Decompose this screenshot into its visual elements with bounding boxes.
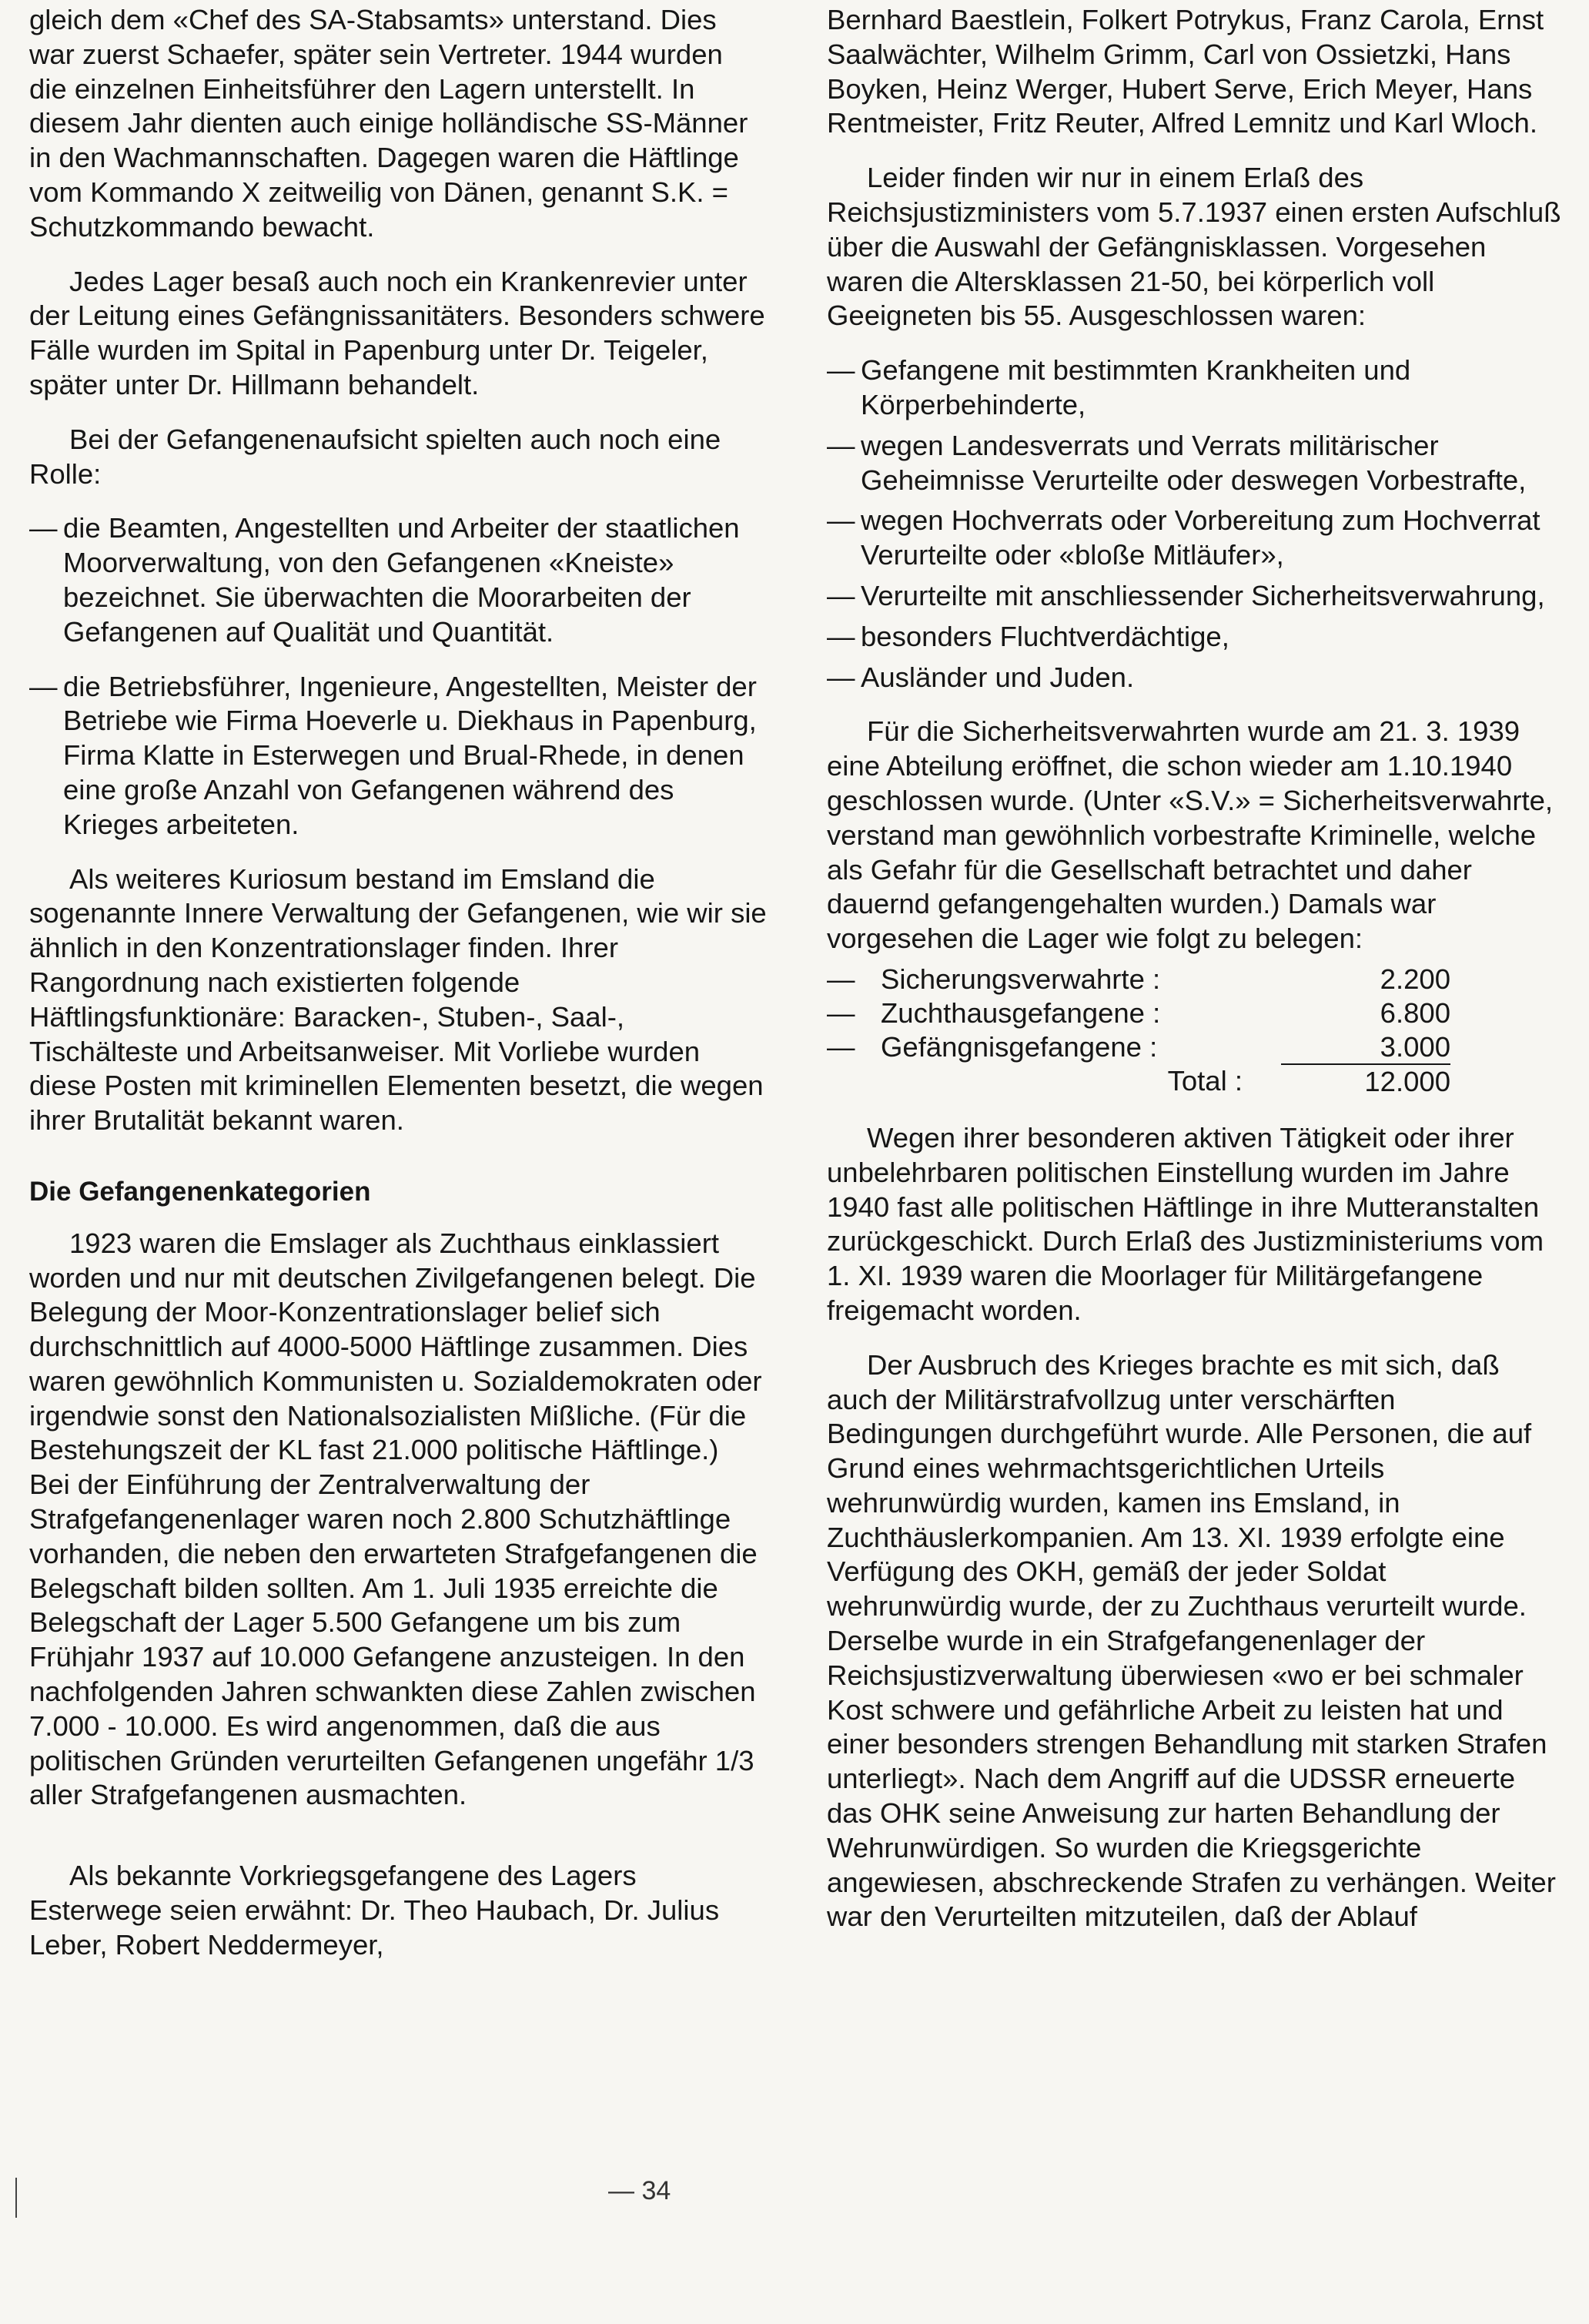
exclusion-list [827,353,1566,695]
dash-marker: — [827,1030,855,1063]
list-item-text: besonders Fluchtverdächtige, [861,620,1229,652]
paragraph: Leider finden wir nur in einem Erlaß des Reichsjustizministers vom 5.7.1937 einen ersten Aufschluß über die Auswahl der Gefängnisklassen. Vorgesehen waren die Altersklassen 21-50, bei körperlich voll Geeigneten bis 55. Ausgeschlossen waren: [827,162,1561,332]
paragraph: Als weiteres Kuriosum bestand im Emsland die sogenannte Innere Verwaltung der Gefangenen, wie wir sie ähnlich in den Konzentrationslager finden. Ihrer Rangordnung nach existierten folgende Häftlingsfunktionäre: Baracken-, Stuben-, Saal-, Tischälteste und Arbeitsanweiser. Mit Vorliebe wurden diese Posten mit kriminellen Elementen besetzt, die wegen ihrer Brutalität bekannt waren. [29,862,767,1137]
list-item [827,661,1566,695]
dash-marker: — [827,996,855,1029]
list-item-text: die Betriebsführer, Ingenieure, Angestellten, Meister der Betriebe wie Firma Hoeverle u. Diekhaus in Papenburg, Firma Klatte in Esterwegen und Brual-Rhede, in denen eine große Anzahl von Gefangenen während des Krieges arbeiteten. [63,670,757,840]
list-item-text: wegen Hochverrats oder Vorbereitung zum Hochverrat Verurteilte oder «bloße Mitläufer», [861,504,1540,571]
dash-marker: — [827,620,855,652]
paragraph: gleich dem «Chef des SA-Stabsamts» unterstand. Dies war zuerst Schaefer, später sein Vertreter. 1944 wurden die einzelnen Einheitsführer den Lagern unterstellt. In diesem Jahr dienten auch einige holländische SS-Männer in den Wachmannschaften. Dagegen waren die Häftlinge vom Kommando X zeitweilig von Dänen, genannt S.K. = Schutzkommando bewacht. [29,4,748,243]
total-label: Total : [1167,1064,1243,1097]
list-item-text: wegen Landesverrats und Verrats militärischer Geheimnisse Verurteilte oder deswegen Vorbestrafte, [861,429,1527,496]
dash-marker: — [827,661,855,693]
row-label: Gefängnisgefangene : [881,1030,1158,1063]
row-label: Zuchthausgefangene : [881,996,1161,1029]
list-item [827,429,1566,498]
dash-marker: — [827,504,855,537]
table-row [827,963,1566,996]
paragraph: Bei der Gefangenenaufsicht spielten auch noch eine Rolle: [29,423,721,490]
paragraph: 1923 waren die Emslager als Zuchthaus einklassiert worden und nur mit deutschen Zivilgefangenen belegt. Die Belegung der Moor-Konzentrationslager belief sich durchschnittlich auf 4000-5000 Häftlinge zusammen. Dies waren gewöhnlich Kommunisten u. Sozialdemokraten oder irgendwie sonst den Nationalsozialisten Mißliche. (Für die Bestehungszeit der KL fast 21.000 politische Häftlinge.) Bei der Einführung der Zentralverwaltung der Strafgefangenenlager waren noch 2.800 Schutzhäftlinge vorhanden, die neben den erwarteten Strafgefangenen die Belegschaft bilden sollten. Am 1. Juli 1935 erreichte die Belegschaft der Lager 5.500 Gefangene um bis zum Frühjahr 1937 auf 10.000 Gefangene anzusteigen. In den nachfolgenden Jahren schwankten diese Zahlen zwischen 7.000 - 10.000. Es wird angenommen, daß die aus politischen Gründen verurteilten Gefangenen ungefähr 1/3 aller Strafgefangenen ausmachten. [29,1227,762,1811]
table-row [827,1030,1566,1064]
total-value: 12.000 [1281,1063,1450,1100]
list-item [827,620,1566,655]
paragraph: Der Ausbruch des Krieges brachte es mit sich, daß auch der Militärstrafvollzug unter verschärften Bedingungen durchgeführt wurde. Alle Personen, die auf Grund eines wehrmachtsgerichtlichen Urteils wehrunwürdig wurden, kamen ins Emsland, in Zuchthäuslerkompanien. Am 13. XI. 1939 erfolgte eine Verfügung des OKH, gemäß der jeder Soldat wehrunwürdig wurde, der zu Zuchthaus verurteilt wurde. Derselbe wurde in ein Strafgefangenenlager der Reichsjustizverwaltung überwiesen «wo er bei schmaler Kost schwere und gefährliche Arbeit zu leisten hat und einer besonders strengen Behandlung mit starken Strafen unterliegt». Nach dem Angriff auf die UDSSR erneuerte das OHK seine Anweisung zur harten Behandlung der Wehrunwürdigen. So wurden die Kriegsgerichte angewiesen, abschreckende Strafen zu verhängen. Weiter war den Verurteilten mitzuteilen, daß der Ablauf [827,1348,1556,1933]
dash-marker: — [827,963,855,995]
dash-marker: — [827,354,855,387]
list-item-text: Ausländer und Juden. [861,661,1135,693]
paragraph: Für die Sicherheitsverwahrten wurde am 21. 3. 1939 eine Abteilung eröffnet, die schon wieder am 1.10.1940 geschlossen wurde. (Unter «S.V.» = Sicherheitsverwahrte, verstand man gewöhnlich vorbestrafte Kriminelle, welche als Gefahr für die Gesellschaft betrachtet und daher dauernd gefangengehalten wurden.) Damals war vorgesehen die Lager wie folgt zu belegen: [827,715,1554,955]
paragraph: Als bekannte Vorkriegsgefangene des Lagers Esterwege seien erwähnt: Dr. Theo Haubach, Dr. Julius Leber, Robert Neddermeyer, [29,1860,720,1961]
list-item [827,504,1566,573]
list-item [827,353,1566,423]
right-column [827,3,1566,1954]
row-value: 2.200 [1380,963,1450,995]
table-total-row [827,1064,1566,1098]
left-column [29,3,767,1983]
paragraph: Bernhard Baestlein, Folkert Potrykus, Franz Carola, Ernst Saalwächter, Wilhelm Grimm, Carl von Ossietzki, Hans Boyken, Heinz Werger, Hubert Serve, Erich Meyer, Hans Rentmeister, Fritz Reuter, Alfred Lemnitz und Karl Wloch. [827,4,1544,139]
list-item-text: Verurteilte mit anschliessender Sicherheitsverwahrung, [861,579,1545,611]
margin-mark [15,2178,17,2218]
list-item-text: Gefangene mit bestimmten Krankheiten und Körperbehinderte, [861,354,1411,420]
list-item [827,579,1566,614]
dash-marker: — [29,512,58,544]
dash-marker: — [29,670,58,702]
list-item-text: die Beamten, Angestellten und Arbeiter der staatlichen Moorverwaltung, von den Gefangenen «Kneiste» bezeichnet. Sie überwachten die Moorarbeiten der Gefangenen auf Qualität und Quantität. [63,512,740,648]
row-value: 3.000 [1380,1030,1450,1063]
list-item [29,670,767,842]
dash-marker: — [827,579,855,611]
section-heading: Die Gefangenenkategorien [29,1176,371,1207]
paragraph: Wegen ihrer besonderen aktiven Tätigkeit oder ihrer unbelehrbaren politischen Einstellung wurden im Jahre 1940 fast alle politischen Häftlinge in ihre Mutteranstalten zurückgeschickt. Durch Erlaß des Justizministeriums vom 1. XI. 1939 waren die Moorlager für Militärgefangene freigemacht worden. [827,1121,1544,1326]
row-value: 6.800 [1380,996,1450,1029]
dash-marker: — [827,429,855,461]
allocation-table [827,963,1566,1098]
page-number: — 34 [608,2176,671,2205]
paragraph: Jedes Lager besaß auch noch ein Krankenrevier unter der Leitung eines Gefängnissanitäters. Besonders schwere Fälle wurden im Spital in Papenburg unter Dr. Teigeler, später unter Dr. Hillmann behandelt. [29,265,765,400]
list-item [29,511,767,649]
table-row [827,996,1566,1030]
row-label: Sicherungsverwahrte : [881,963,1161,995]
